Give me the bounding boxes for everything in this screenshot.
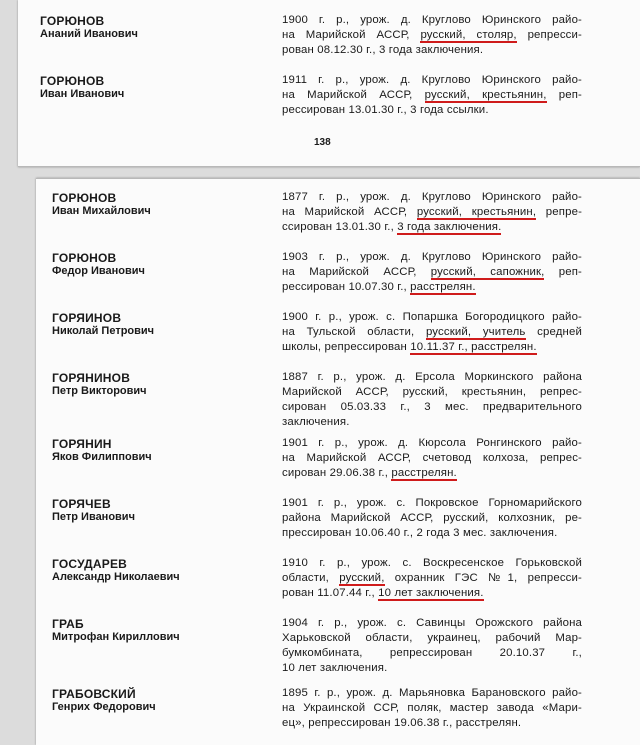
biography-line [282, 28, 582, 43]
text-segment: 1901 г. р., урож. д. Кюрсола Ронгинского райо- [282, 437, 582, 449]
text-segment: школы, репрессирован [282, 341, 411, 353]
biography-line [282, 73, 582, 88]
highlighted-phrase: русский, крестьянин, [416, 206, 537, 218]
text-segment: 1895 г. р., урож. д. Марьяновка Барановского райо- [282, 687, 582, 699]
entry-given-names: Петр Иванович [52, 511, 135, 523]
biography-line [282, 716, 582, 731]
text-segment: репре- [536, 206, 583, 218]
entry-given-names: Генрих Федорович [52, 701, 156, 713]
text-segment: репресси- [516, 29, 582, 41]
biography-line [282, 511, 582, 526]
entry-given-names: Николай Петрович [52, 325, 155, 337]
biography-line [282, 415, 582, 430]
text-segment: рован 11.07.44 г., [282, 587, 379, 599]
entry-given-names: Петр Викторович [52, 385, 147, 397]
biography-line [282, 661, 582, 676]
biography-line [282, 616, 582, 631]
person-entry [36, 687, 640, 745]
biography-line [282, 43, 582, 58]
text-segment: 1900 г. р., урож. с. Попаршка Богородицкого райо- [282, 311, 582, 323]
biography-line [282, 310, 582, 325]
highlighted-phrase: расстрелян. [391, 467, 457, 479]
entry-surname: ГОСУДАРЕВ [52, 557, 128, 571]
text-segment: бумкомбината, репрессирован 20.10.37 г., [282, 647, 582, 659]
entry-biography [282, 496, 582, 541]
biography-line [282, 701, 582, 716]
text-segment: 1910 г. р., урож. с. Воскресенское Горьковской [282, 557, 582, 569]
entry-surname: ГОРЮНОВ [52, 251, 117, 265]
text-segment: 10 лет заключения. [282, 662, 388, 674]
entry-surname: ГОРЮНОВ [40, 74, 105, 88]
text-segment: прессирован 10.06.40 г., 2 года 3 мес. заключения. [282, 527, 558, 539]
highlighted-phrase: русский, столяр, [420, 29, 517, 41]
text-segment: ец», репрессирован 19.06.38 г., расстрелян. [282, 717, 522, 729]
text-segment: реп- [544, 266, 582, 278]
highlighted-phrase: 10 лет заключения. [378, 587, 484, 599]
biography-line [282, 436, 582, 451]
entry-given-names: Федор Иванович [52, 265, 145, 277]
person-entry [36, 617, 640, 677]
biography-line [282, 205, 582, 220]
entry-given-names: Александр Николаевич [52, 571, 180, 583]
biography-line [282, 220, 582, 235]
text-segment: 1887 г. р., урож. д. Ерсола Моркинского района [282, 371, 582, 383]
text-segment: 1877 г. р., урож. д. Круглово Юринского райо- [282, 191, 582, 203]
biography-line [282, 340, 582, 355]
biography-line [282, 190, 582, 205]
text-segment: на Марийской АССР, [282, 89, 425, 101]
biography-line [282, 586, 582, 601]
biography-line [282, 370, 582, 385]
text-segment: на Марийской АССР, [282, 206, 417, 218]
biography-line [282, 265, 582, 280]
entry-biography [282, 370, 582, 430]
entry-surname: ГОРЯНИНОВ [52, 371, 131, 385]
biography-line [282, 686, 582, 701]
entry-biography [282, 190, 582, 235]
text-segment: 1901 г. р., урож. с. Покровское Горномарийского [282, 497, 582, 509]
person-entry [36, 557, 640, 617]
text-segment: 1903 г. р., урож. д. Круглово Юринского райо- [282, 251, 582, 263]
biography-line [282, 556, 582, 571]
highlighted-phrase: 3 года заключения. [397, 221, 502, 233]
biography-line [282, 526, 582, 541]
entry-surname: ГОРЯНИН [52, 437, 112, 451]
person-entry [36, 497, 640, 557]
biography-line [282, 400, 582, 415]
highlighted-phrase: расстрелян. [410, 281, 476, 293]
text-segment: реп- [546, 89, 583, 101]
entry-given-names: Ананий Иванович [40, 28, 138, 40]
text-segment: сирован 05.03.33 г., 3 мес. предварительного [282, 401, 582, 413]
entry-biography [282, 556, 582, 601]
entry-surname: ГОРЮНОВ [52, 191, 117, 205]
highlighted-phrase: русский, [339, 572, 385, 584]
text-segment: рован 08.12.30 г., 3 года заключения. [282, 44, 484, 56]
text-segment: Марийской АССР, русский, крестьянин, репрес- [282, 386, 582, 398]
book-page-bottom [36, 178, 640, 745]
biography-line [282, 13, 582, 28]
person-entry [36, 371, 640, 431]
text-segment: района Марийской АССР, русский, колхозник, ре- [282, 512, 582, 524]
highlighted-phrase: русский, учитель [425, 326, 526, 338]
text-segment: ссирован 13.01.30 г., [282, 221, 398, 233]
biography-line [282, 325, 582, 340]
person-entry [18, 14, 640, 74]
biography-line [282, 385, 582, 400]
person-entry [36, 311, 640, 371]
text-segment: на Марийской АССР, [282, 266, 431, 278]
entry-biography [282, 436, 582, 481]
text-segment: рессирован 13.01.30 г., 3 года ссылки. [282, 104, 489, 116]
text-segment: Харьковской области, украинец, рабочий Мар- [282, 632, 582, 644]
text-segment: рессирован 10.07.30 г., [282, 281, 411, 293]
text-segment: сирован 29.06.38 г., [282, 467, 392, 479]
biography-line [282, 103, 582, 118]
text-segment: охранник ГЭС №1, репресси- [384, 572, 582, 584]
entry-biography [282, 250, 582, 295]
text-segment: 1900 г. р., урож. д. Круглово Юринского райо- [282, 14, 582, 26]
biography-line [282, 646, 582, 661]
entry-biography [282, 686, 582, 731]
entry-given-names: Митрофан Кириллович [52, 631, 180, 643]
text-segment: 1911 г. р., урож. д. Круглово Юринского райо- [282, 74, 582, 86]
entry-biography [282, 616, 582, 676]
person-entry [36, 191, 640, 251]
book-page-top [18, 0, 640, 167]
biography-line [282, 571, 582, 586]
person-entry [36, 437, 640, 497]
text-segment: заключения. [282, 416, 350, 428]
entry-surname: ГРАБОВСКИЙ [52, 687, 136, 701]
biography-line [282, 496, 582, 511]
text-segment: на Марийской АССР, счетовод колхоза, репрес- [282, 452, 582, 464]
biography-line [282, 466, 582, 481]
person-entry [18, 74, 640, 134]
entry-biography [282, 13, 582, 58]
text-segment: на Тульской области, [282, 326, 426, 338]
page-number: 138 [314, 137, 331, 148]
text-segment: области, [282, 572, 340, 584]
entry-given-names: Яков Филиппович [52, 451, 152, 463]
text-segment: на Марийской АССР, [282, 29, 421, 41]
person-entry [36, 251, 640, 311]
highlighted-phrase: 10.11.37 г., расстрелян. [410, 341, 537, 353]
text-segment: на Украинской ССР, поляк, мастер завода «Мари- [282, 702, 582, 714]
entry-surname: ГРАБ [52, 617, 84, 631]
biography-line [282, 280, 582, 295]
biography-line [282, 451, 582, 466]
entry-surname: ГОРЯИНОВ [52, 311, 122, 325]
text-segment: средней [525, 326, 582, 338]
entry-surname: ГОРЮНОВ [40, 14, 105, 28]
biography-line [282, 250, 582, 265]
biography-line [282, 631, 582, 646]
entry-given-names: Иван Михайлович [52, 205, 151, 217]
highlighted-phrase: русский, крестьянин, [424, 89, 547, 101]
entry-surname: ГОРЯЧЕВ [52, 497, 111, 511]
entry-biography [282, 310, 582, 355]
highlighted-phrase: русский, сапожник, [430, 266, 545, 278]
text-segment: 1904 г. р., урож. с. Савинцы Орожского района [282, 617, 582, 629]
entry-given-names: Иван Иванович [40, 88, 125, 100]
biography-line [282, 88, 582, 103]
entry-biography [282, 73, 582, 118]
